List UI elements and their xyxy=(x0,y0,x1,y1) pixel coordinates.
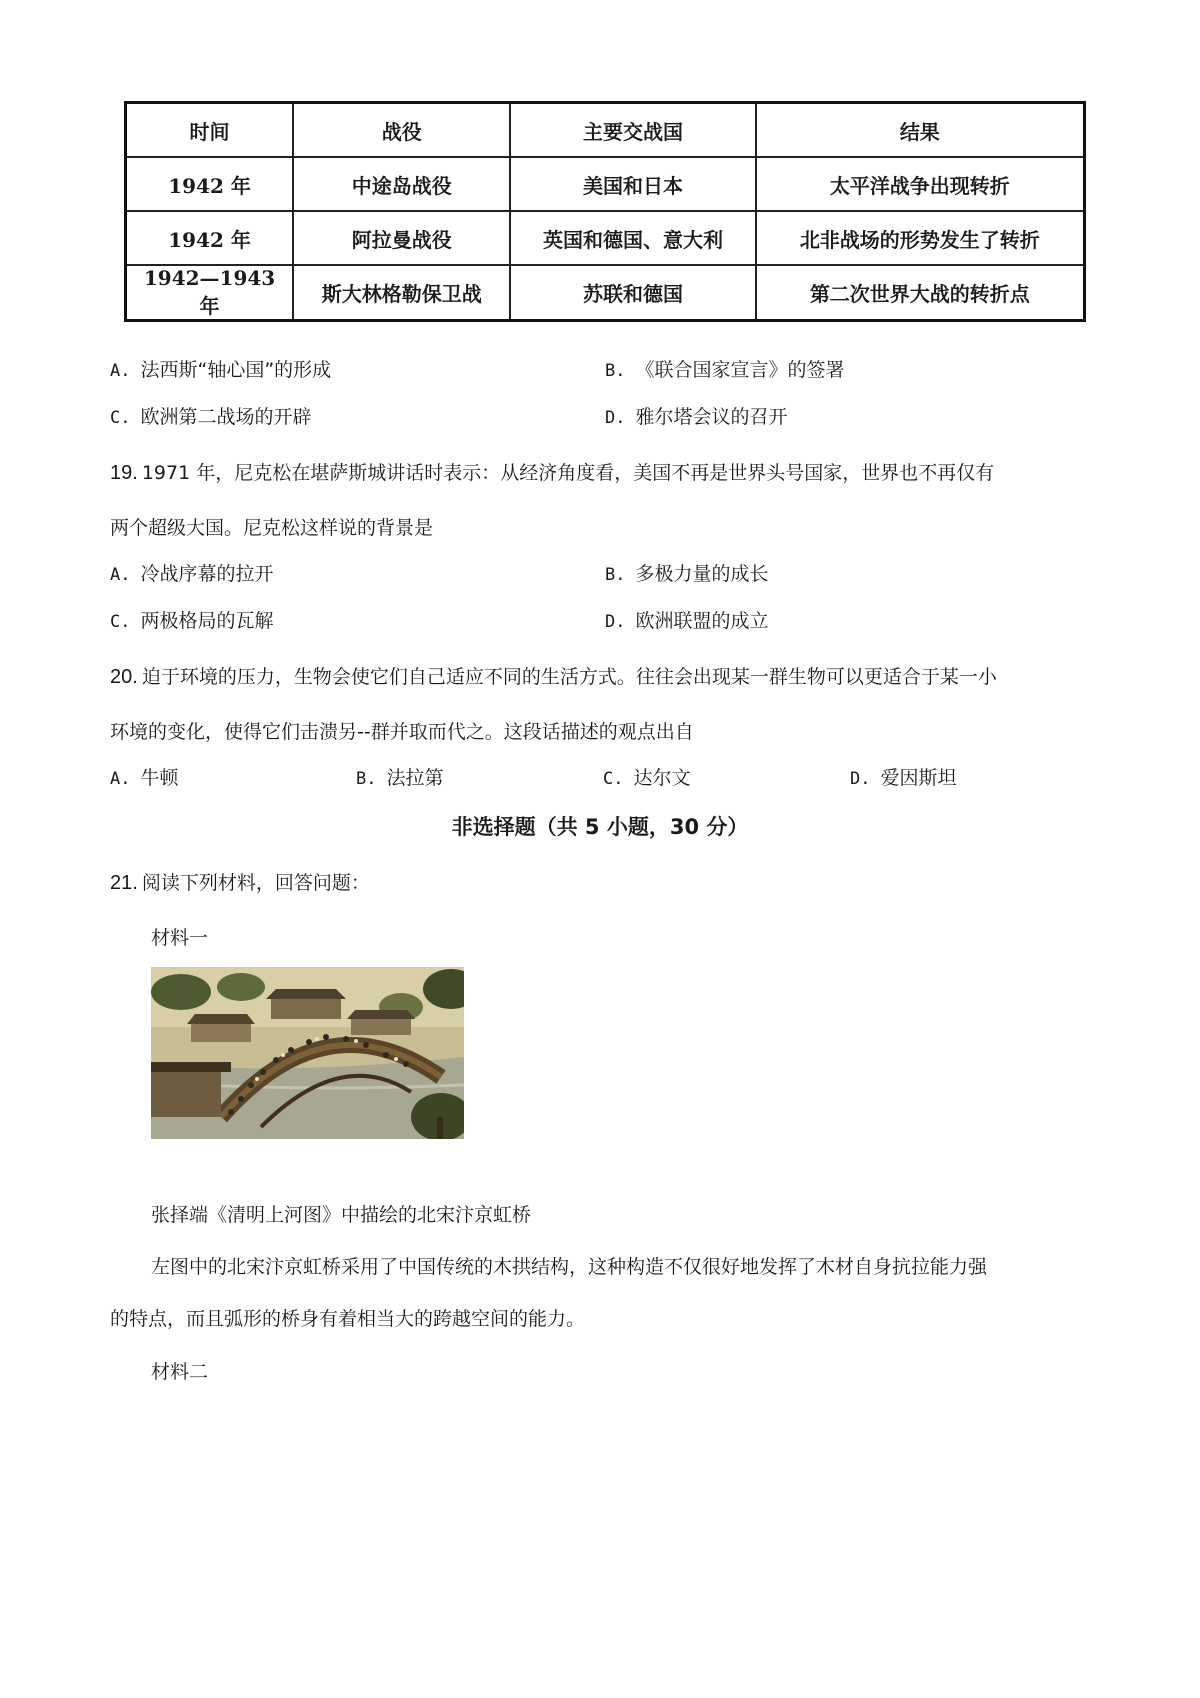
q18-option-c[interactable] xyxy=(110,404,312,431)
table-cell: 第二次世界大战的转折点 xyxy=(756,265,1085,321)
q19-option-b[interactable] xyxy=(605,561,769,588)
table-cell: 1942 年 xyxy=(126,157,294,211)
option-letter: C. xyxy=(110,612,131,632)
option-letter: A. xyxy=(110,769,131,789)
q18-option-b[interactable] xyxy=(605,357,845,384)
qingming-painting-image xyxy=(151,967,464,1139)
option-text: 达尔文 xyxy=(633,767,691,789)
q20-option-b[interactable] xyxy=(356,765,444,792)
q20-option-c[interactable] xyxy=(603,765,691,792)
q21-stem xyxy=(110,870,370,896)
option-letter: D. xyxy=(605,408,626,428)
table-header-cell: 结果 xyxy=(756,103,1085,158)
table-cell: 1942 年 xyxy=(126,211,294,265)
material-two-label: 材料二 xyxy=(151,1361,209,1383)
material-one-label: 材料一 xyxy=(151,927,209,949)
question-text: 阅读下列材料，回答问题： xyxy=(141,872,370,894)
q19-option-a[interactable] xyxy=(110,561,274,588)
table-cell: 中途岛战役 xyxy=(293,157,510,211)
table-cell: 1942—1943 年 xyxy=(126,265,294,321)
option-text: 爱因斯坦 xyxy=(880,767,957,789)
bridge-painting-svg xyxy=(151,967,464,1139)
painting-caption: 张择端《清明上河图》中描绘的北宋汴京虹桥 xyxy=(151,1204,532,1226)
option-text: 《联合国家宣言》的签署 xyxy=(635,359,845,381)
table-row xyxy=(126,211,1085,265)
table-cell: 美国和日本 xyxy=(510,157,755,211)
table-row xyxy=(126,157,1085,211)
option-letter: B. xyxy=(356,769,377,789)
option-letter: B. xyxy=(605,361,626,381)
q18-option-a[interactable] xyxy=(110,357,331,384)
material-one-paragraph-line1: 左图中的北宋汴京虹桥采用了中国传统的木拱结构，这种构造不仅很好地发挥了木材自身抗拉能力强 xyxy=(151,1256,988,1278)
option-text: 牛顿 xyxy=(140,767,179,789)
q20-option-d[interactable] xyxy=(850,765,957,792)
battle-table xyxy=(124,101,1086,322)
option-letter: B. xyxy=(605,565,626,585)
question-number: 21. xyxy=(110,872,138,894)
option-letter: A. xyxy=(110,361,131,381)
q19-stem-line2: 两个超级大国。尼克松这样说的背景是 xyxy=(110,517,434,539)
option-letter: D. xyxy=(605,612,626,632)
question-text: 迫于环境的压力，生物会使它们自己适应不同的生活方式。往往会出现某一群生物可以更适合于某一小 xyxy=(141,666,997,688)
table-cell: 北非战场的形势发生了转折 xyxy=(756,211,1085,265)
question-text: 1971 年，尼克松在堪萨斯城讲话时表示：从经济角度看，美国不再是世界头号国家，世界也不再仅有 xyxy=(141,462,995,484)
table-cell: 英国和德国、意大利 xyxy=(510,211,755,265)
question-number: 20. xyxy=(110,666,138,688)
q20-stem-line1 xyxy=(110,664,997,690)
option-text: 多极力量的成长 xyxy=(635,563,769,585)
option-text: 欧洲联盟的成立 xyxy=(635,610,769,632)
material-one-paragraph-line2: 的特点，而且弧形的桥身有着相当大的跨越空间的能力。 xyxy=(110,1308,586,1330)
table-row xyxy=(126,265,1085,321)
q19-option-d[interactable] xyxy=(605,608,769,635)
option-text: 冷战序幕的拉开 xyxy=(140,563,274,585)
q19-option-c[interactable] xyxy=(110,608,274,635)
option-text: 两极格局的瓦解 xyxy=(140,610,274,632)
table-cell: 斯大林格勒保卫战 xyxy=(293,265,510,321)
table-header-row xyxy=(126,103,1085,158)
option-letter: C. xyxy=(110,408,131,428)
option-letter: C. xyxy=(603,769,624,789)
section-title: 非选择题（共 5 小题，30 分） xyxy=(451,815,749,839)
option-text: 法西斯“轴心国”的形成 xyxy=(140,359,332,381)
option-text: 欧洲第二战场的开辟 xyxy=(140,406,312,428)
table-cell: 太平洋战争出现转折 xyxy=(756,157,1085,211)
table-header-cell: 时间 xyxy=(126,103,294,158)
option-text: 雅尔塔会议的召开 xyxy=(635,406,788,428)
q18-option-d[interactable] xyxy=(605,404,788,431)
q20-option-a[interactable] xyxy=(110,765,179,792)
option-text: 法拉第 xyxy=(386,767,444,789)
table-header-cell: 主要交战国 xyxy=(510,103,755,158)
q19-stem-line1 xyxy=(110,460,994,486)
option-letter: A. xyxy=(110,565,131,585)
option-letter: D. xyxy=(850,769,871,789)
q20-stem-line2: 环境的变化，使得它们击溃另--群并取而代之。这段话描述的观点出自 xyxy=(110,721,694,743)
table-header-cell: 战役 xyxy=(293,103,510,158)
table-cell: 苏联和德国 xyxy=(510,265,755,321)
table-cell: 阿拉曼战役 xyxy=(293,211,510,265)
question-number: 19. xyxy=(110,462,138,484)
